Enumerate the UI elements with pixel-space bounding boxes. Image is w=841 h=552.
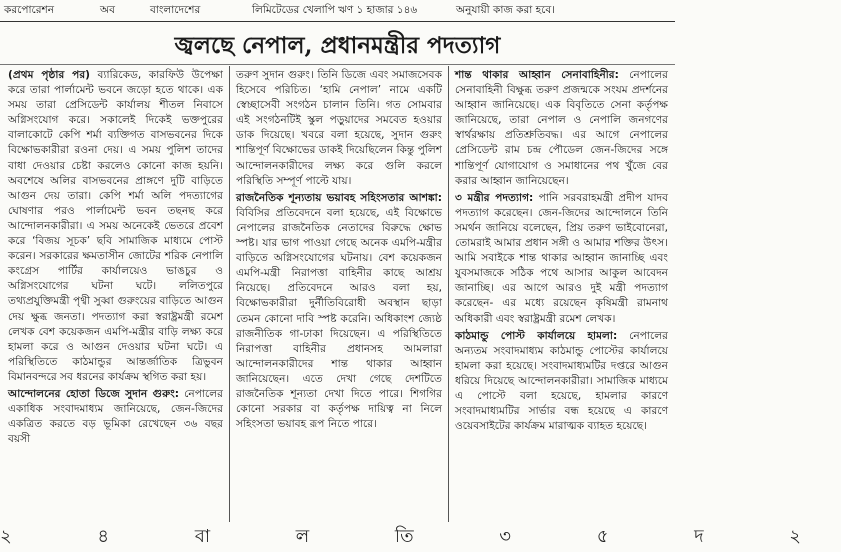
paragraph: তরুণ সুদান গুরুং। তিনি ডিজে এবং সমাজসেবক হিসেবে পরিচিত। ‘হামি নেপাল’ নামে একটি স্বেচ্ছাসেবী সংগঠন চালান তিনি। গত সোমবার এই সংগঠনটিই স্কুল পড়ুয়াদের সমবেত হওয়ার ডাক দিয়েছে। খবরে বলা হয়েছে, সুদান গুরুং শান্তিপূর্ণ বিক্ষোভের ডাকই দিয়েছিলেন কিন্তু পুলিশ আন্দোলনকারীদের লক্ষ্য করে গুলি করলে পরিস্থিতি সম্পূর্ণ পাল্টে যায়।: [236, 69, 442, 187]
subheading: আন্দোলনের হোতা ডিজে সুদান গুরুং:: [8, 387, 179, 400]
subheading: ৩ মন্ত্রীর পদত্যাগ:: [455, 191, 534, 204]
article-column-3: [455, 68, 668, 522]
paragraph: পানি সরবরাহমন্ত্রী প্রদীপ যাদব পদত্যাগ করেছেন। জেন-জিদের আন্দোলনে তিনি সমর্থন জানিয়ে বলেছেন, প্রিয় তরুণ ভাইবোনেরা, তোমরাই আমার প্রধান সঙ্গী ও আমার শক্তির উৎস। আমি সবাইকে শান্ত থাকার আহ্বান জানাচ্ছি এবং যুবসমাজকে সঠিক পথে আসার আকুল আবেদন জানাচ্ছি। এর আগে আরও দুই মন্ত্রী পদত্যাগ করেছেন- এর মধ্যে রয়েছেন কৃষিমন্ত্রী রামনাথ অধিকারী এবং স্বরাষ্ট্রমন্ত্রী রমেশ লেখক।: [455, 191, 668, 325]
subheading: কাঠমান্ডু পোস্ট কার্যালয়ে হামলা:: [455, 329, 618, 342]
article-column-1: [8, 68, 223, 522]
top-text-fragment: অনুযায়ী কাজ করা হবে।: [456, 4, 555, 16]
article-headline: জ্বলছে নেপাল, প্রধানমন্ত্রীর পদত্যাগ: [174, 32, 501, 59]
paragraph: ব্যারিকেড, কারফিউ উপেক্ষা করে তারা পার্লামেন্ট ভবনে জড়ো হতে থাকে। এক সময় তারা প্রেসিডেন্ট কার্যালয় শীতল নিবাসে অগ্নিসংযোগ করে। সকালেই দিকেই ভক্তপুরের বালাকোটে কেপি শর্মা ব্যক্তিগত বাসভবনের দিকে বিক্ষোভকারীরা রওনা দেয়। এ সময় পুলিশ তাদের বাধা দেওয়ার চেষ্টা করলেও কোনো কাজ হয়নি। অবশেষে অলির বাসভবনের প্রাঙ্গণে দুটি বাড়িতে আগুন দেয় তারা। কেপি শর্মা অলি পদত্যাগের ঘোষণার পরও পার্লামেন্ট ভবন তছনছ করে আন্দোলনকারীরা। এ সময় অনেকেই ভেতরে প্রবেশ করে ‘বিজয় সূচক’ ছবি সামাজিক মাধ্যমে পোস্ট করেন। সরকারের ক্ষমতাসীন জোটের শরিক নেপালি কংগ্রেস পার্টির কার্যালয়েও ভাঙচুর ও অগ্নিসংযোগের ঘটনা ঘটে। ললিতপুরে তথ্যপ্রযুক্তিমন্ত্রী পৃথ্বী সুব্বা গুরুংয়ের বাড়িতে আগুন দেয় ক্ষুব্ধ জনতা। পদত্যাগ করা স্বরাষ্ট্রমন্ত্রী রমেশ লেখক বেশ কয়েকজন এমপি-মন্ত্রীর বাড়ি লক্ষ্য করে হামলা করে ও আগুন দেওয়ার ঘটনা ঘটে। এ পরিস্থিতিতে কাঠমান্ডুর আন্তর্জাতিক ত্রিভুবন বিমানবন্দরে সব ধরনের কার্যক্রম স্থগিত করা হয়।: [8, 69, 223, 383]
previous-article-strip: [0, 0, 675, 20]
column-separator: [229, 66, 230, 524]
paragraph: নেপালের সেনাবাহিনী বিক্ষুব্ধ তরুণ প্রজন্মকে সংযম প্রদর্শনের আহ্বান জানিয়েছে। এক বিবৃতিতে সেনা কর্তৃপক্ষ জানিয়েছে, তারা নেপাল ও নেপালি জনগণের স্বার্থরক্ষায় প্রতিশ্রুতিবদ্ধ। এর আগে নেপালের প্রেসিডেন্ট রাম চন্দ্র পৌডেল জেন-জিদের সঙ্গে শান্তিপূর্ণ যোগাযোগ ও সমাধানের পথ খুঁজে বের করার আহ্বান জানিয়েছেন।: [455, 69, 668, 187]
continuation-label: (প্রথম পৃষ্ঠার পর): [8, 69, 91, 81]
cut-off-next-article: ২ ৪ বা ল তি ৩ ৫ দ ২: [0, 522, 675, 534]
top-divider: [0, 21, 675, 22]
headline-divider: [0, 64, 675, 65]
subheading: শান্ত থাকার আহ্বান সেনাবাহিনীর:: [455, 69, 619, 81]
top-text-fragment: লিমিটেডের খেলাপি ঋণ ১ হাজার ১৪৬: [252, 4, 418, 16]
subheading: রাজনৈতিক শূন্যতায় ভয়াবহ সহিংসতার আশঙ্কা:: [236, 191, 442, 204]
top-text-fragment: করপোরেশন: [4, 4, 54, 16]
article-column-2: [236, 68, 442, 522]
column-separator: [448, 66, 449, 524]
top-text-fragment: অব: [100, 4, 115, 16]
paragraph: বিবিসির প্রতিবেদনে বলা হয়েছে, এই বিক্ষোভে নেপালের রাজনৈতিক নেতাদের বিরুদ্ধে ক্ষোভ স্পষ্ট। যার ভাগ পাওয়া গেছে অনেক এমপি-মন্ত্রীর বাড়িতে অগ্নিসংযোগের ঘটনায়। বেশ কয়েকজন এমপি-মন্ত্রী নিরাপত্তা বাহিনীর কাছে আশ্রয় নিয়েছে। প্রতিবেদনে আরও বলা হয়, বিক্ষোভকারীরা দুর্নীতিবিরোধী অবস্থান ছাড়া তেমন কোনো দাবি স্পষ্ট করেনি। অধিকাংশ জ্যেষ্ঠ রাজনীতিক গা-ঢাকা দিয়েছেন। এ পরিস্থিতিতে নিরাপত্তা বাহিনীর প্রধানসহ আমলারা আন্দোলনকারীদের শান্ত থাকার আহ্বান জানিয়েছেন। এতে দেখা গেছে দেশটিতে রাজনৈতিক শূন্যতা দেখা দিতে পারে। শিগগির কোনো সরকার বা কর্তৃপক্ষ দায়িত্ব না নিলে সহিংসতা ভয়াবহ রূপ নিতে পারে।: [236, 206, 442, 431]
top-text-fragment: বাংলাদেশের: [150, 4, 201, 16]
paragraph: নেপালের একাধিক সংবাদমাধ্যম জানিয়েছে, জেন-জিদের একত্রিত করতে বড় ভূমিকা রেখেছেন ৩৬ বছর বয়সী: [8, 387, 223, 446]
paragraph: নেপালের অন্যতম সংবাদমাধ্যম কাঠমান্ডু পোস্টের কার্যালয়ে হামলা করা হয়েছে। সংবাদমাধ্যমটির দপ্তরে আগুন ধরিয়ে দিয়েছে আন্দোলনকারীরা। সামাজিক মাধ্যমে এ পোস্টে বলা হয়েছে, হামলার কারণে সংবাদমাধ্যমটির সার্ভার বন্ধ হয়েছে এ কারণে ওয়েবসাইটের কার্যক্রম মারাত্মক ব্যাহত হয়েছে।: [455, 329, 668, 433]
